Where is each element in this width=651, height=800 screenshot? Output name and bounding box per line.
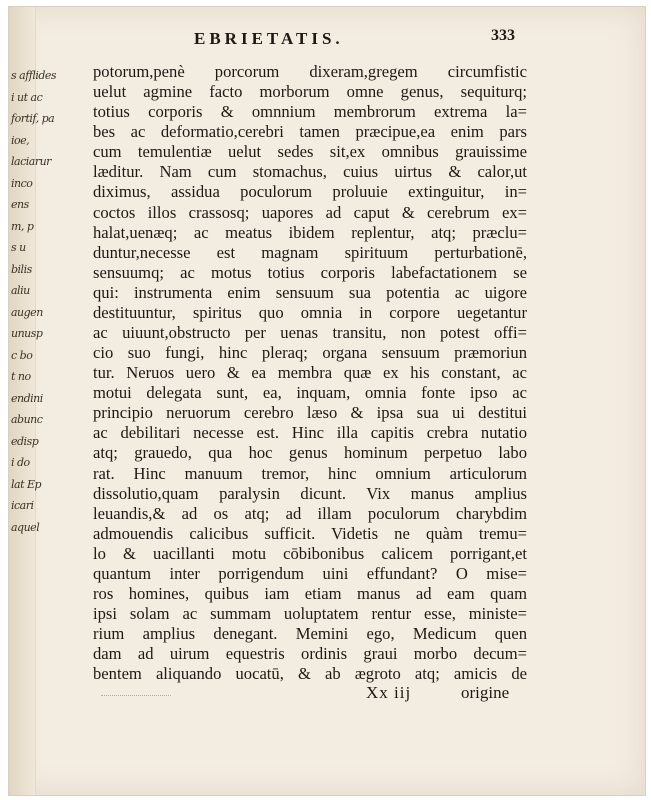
text-line: dissolutio,quam paralysin dicunt. Vix manus amplius bbox=[93, 483, 527, 503]
text-line: læditur. Nam cum stomachus, cuius uirtus & calor,ut bbox=[93, 162, 527, 182]
folio-number: 333 bbox=[491, 27, 515, 44]
book-page bbox=[8, 6, 646, 796]
margin-fragment: edisp bbox=[11, 434, 39, 448]
body-text bbox=[93, 62, 527, 684]
text-line: lo & uacillanti motu cōbibonibus calicem porrigant,et bbox=[93, 543, 527, 563]
margin-fragment: m, p bbox=[11, 219, 34, 233]
margin-fragment: bilis bbox=[11, 262, 32, 276]
text-line: rat. Hinc manuum tremor, hinc omnium articulorum bbox=[93, 463, 527, 483]
text-line: tur. Neruos uero & ea membra quæ ex his constant, ac bbox=[93, 363, 527, 383]
text-line: ac debilitari necesse est. Hinc illa capitis crebra nutatio bbox=[93, 423, 527, 443]
margin-fragment: s afflides bbox=[11, 69, 57, 82]
margin-fragment: aliu bbox=[11, 284, 30, 297]
margin-fragment: t no bbox=[11, 370, 31, 383]
text-line: destituuntur, spiritus quo omnia in corpore uegetantur bbox=[93, 302, 527, 322]
margin-fragment: ioe, bbox=[11, 133, 30, 147]
margin-fragment: ens bbox=[11, 198, 29, 211]
margin-fragment: laciarur bbox=[11, 155, 51, 168]
text-line: halat,uenæq; ac meatus ibidem replentur, atq; præclu= bbox=[93, 222, 527, 242]
text-line: cum temulentiæ uelut sedes sit,ex omnibus grauissime bbox=[93, 142, 527, 162]
text-line: principio neruorum cerebro læso & ipsa sua ui destitui bbox=[93, 403, 527, 423]
ink-smudge bbox=[101, 695, 171, 700]
text-line: diximus, assidua poculorum proluuie extinguitur, in= bbox=[93, 182, 527, 202]
margin-fragment: fortif, pa bbox=[11, 112, 55, 125]
margin-fragment: aquel bbox=[11, 520, 40, 534]
text-line: admouendis calicibus sufficit. Videtis ne quàm tremu= bbox=[93, 523, 527, 543]
text-line: coctos illos crassosq; uapores ad caput & cerebrum ex= bbox=[93, 202, 527, 222]
margin-fragment: i do bbox=[11, 456, 30, 469]
running-head: EBRIETATIS. bbox=[194, 29, 344, 48]
text-line: ac uiuunt,obstructo per uenas transitu, non potest offi= bbox=[93, 323, 527, 343]
text-line: ipsi solam ac summam uoluptatem rentur esse, ministe= bbox=[93, 604, 527, 624]
text-line: rium amplius denegant. Memini ego, Medicum quen bbox=[93, 624, 527, 644]
text-line: bes ac deformatio,cerebri tamen præcipue,ea enim pars bbox=[93, 122, 527, 142]
margin-fragment: i ut ac bbox=[11, 90, 43, 104]
text-line: leuandis,& ad os atq; ad illam poculorum charybdim bbox=[93, 503, 527, 523]
text-line: ros homines, quibus iam etiam manus ad eam quam bbox=[93, 584, 527, 604]
text-line: motui delegata sunt, ea, inquam, omnia fonte ipso ac bbox=[93, 383, 527, 403]
text-line: uelut agmine facto morborum omne genus, sequiturq; bbox=[93, 82, 527, 102]
text-line: cio suo fungi, hinc pleraq; organa sensuum præmoriun bbox=[93, 343, 527, 363]
text-line: duntur,necesse est magnam spirituum perturbationē, bbox=[93, 242, 527, 262]
margin-fragment: abunc bbox=[11, 413, 43, 426]
signature-mark: Xx iij bbox=[366, 683, 412, 702]
text-line: quantum inter porrigendum uini effundant? O mise= bbox=[93, 563, 527, 583]
text-line: atq; grauedo, qua hoc genus hominum perpetuo labo bbox=[93, 443, 527, 463]
text-line: bentem aliquando uocatū, & ab ægroto atq; amicis de bbox=[93, 664, 527, 684]
text-line: dam ad uirum equestris ordinis graui morbo decum= bbox=[93, 644, 527, 664]
text-line: sensuumq; ac motus totius corporis labefactationem se bbox=[93, 262, 527, 282]
margin-fragment: icari bbox=[11, 499, 34, 512]
margin-fragment: lat Ep bbox=[11, 477, 42, 491]
margin-fragment: unusp bbox=[11, 327, 43, 340]
margin-fragment: c bo bbox=[11, 348, 33, 362]
margin-fragment: endini bbox=[11, 391, 43, 405]
margin-fragment: s u bbox=[11, 241, 26, 254]
text-line: totius corporis & omnnium membrorum extrema la= bbox=[93, 102, 527, 122]
text-line: qui: instrumenta enim sensuum sua potentia ac uigore bbox=[93, 282, 527, 302]
text-line: potorum,penè porcorum dixeram,gregem circumfistic bbox=[93, 62, 527, 81]
margin-fragment: inco bbox=[11, 176, 33, 190]
catchword: origine bbox=[461, 683, 510, 702]
margin-fragment: augen bbox=[11, 305, 43, 319]
